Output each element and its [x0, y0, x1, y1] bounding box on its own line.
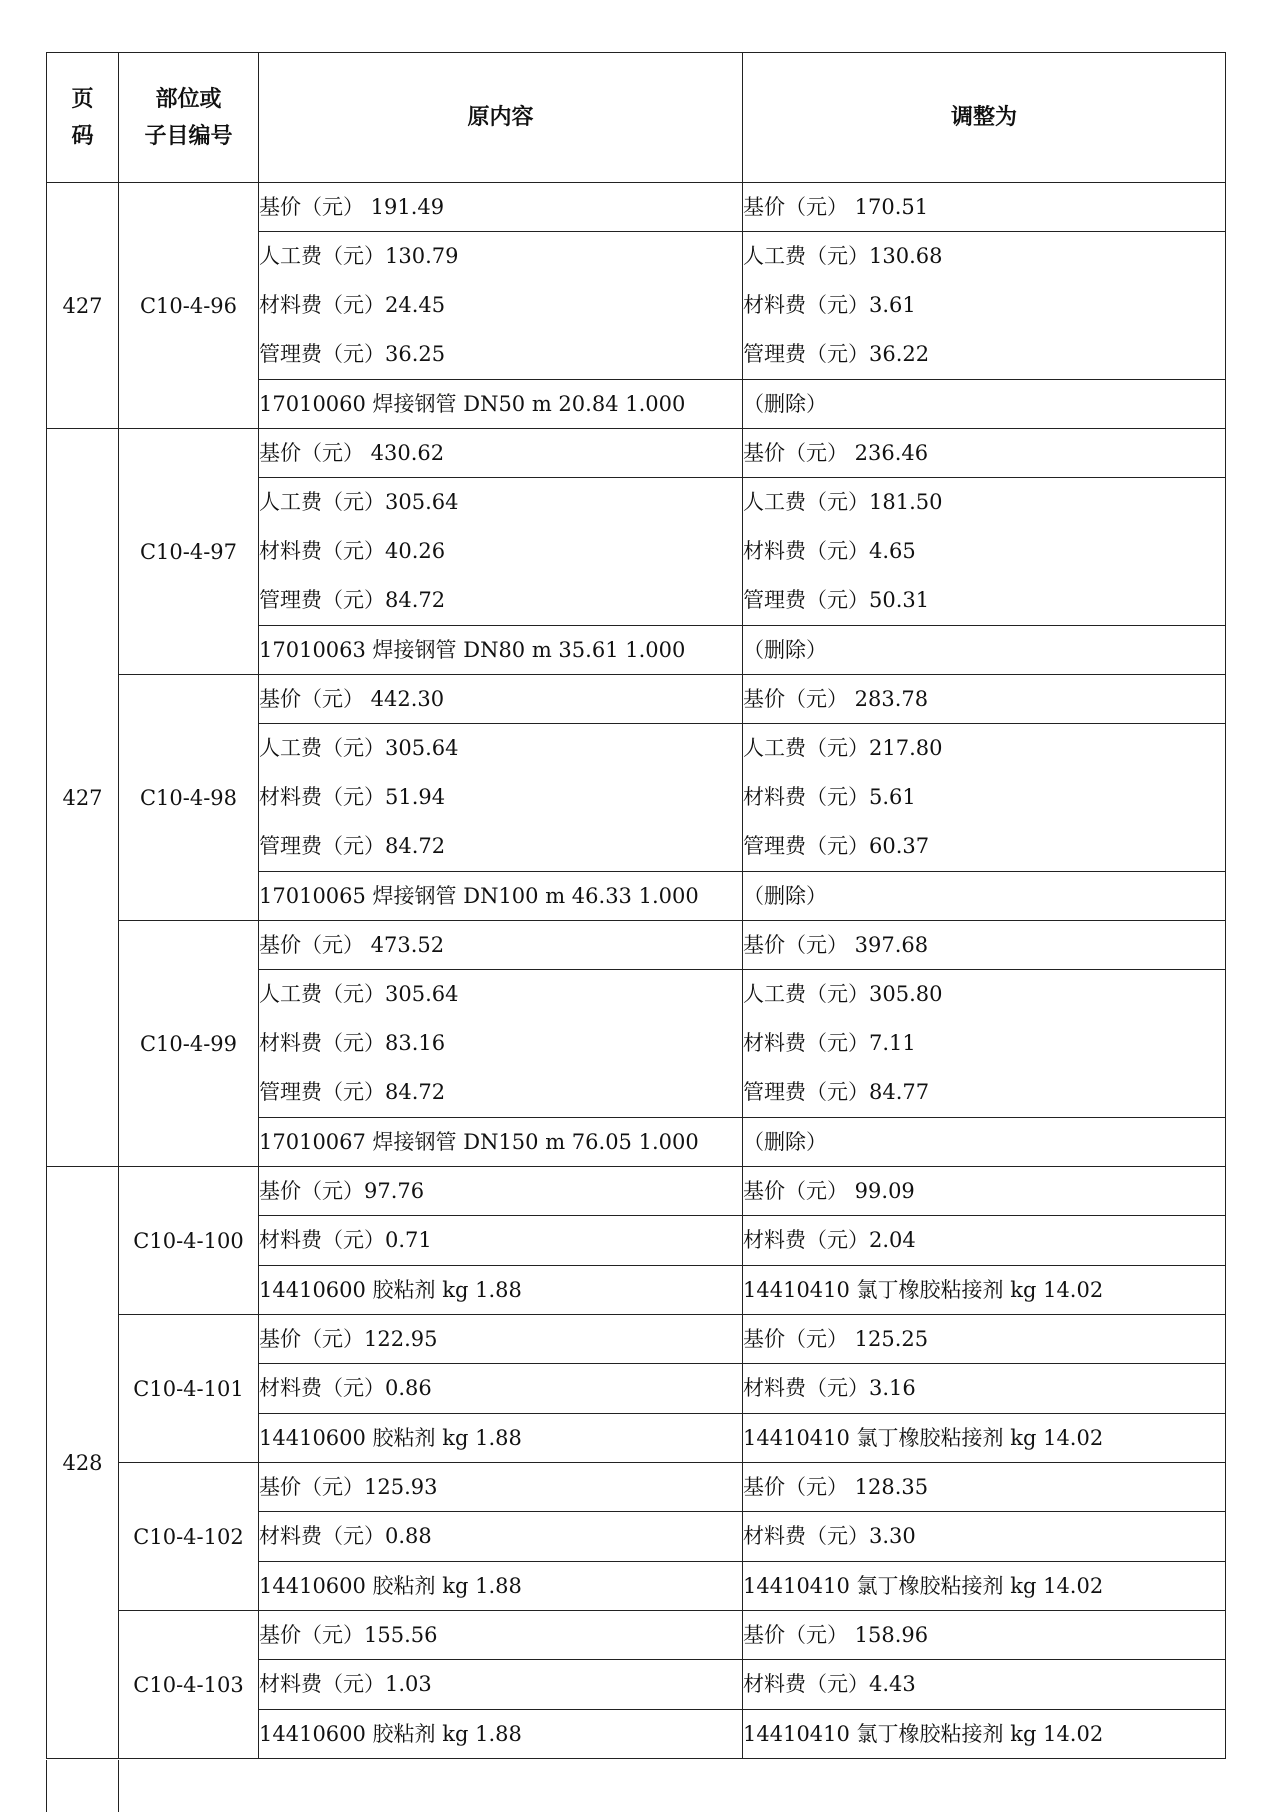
table-row [47, 183, 1226, 232]
original-fee-line: 管理费（元）36.25 [259, 342, 446, 366]
original-fee-breakdown [259, 970, 743, 1118]
adjusted-base-price: 基价（元） 236.46 [743, 429, 1226, 478]
item-code: C10-4-100 [119, 1167, 259, 1315]
original-fee-line: 人工费（元）305.64 [259, 736, 459, 760]
original-fee-line: 管理费（元）84.72 [259, 834, 446, 858]
adjusted-material: 14410410 氯丁橡胶粘接剂 kg 14.02 [743, 1562, 1226, 1611]
original-fee-breakdown [259, 1660, 743, 1710]
item-code: C10-4-101 [119, 1315, 259, 1463]
adjusted-material: （删除） [743, 626, 1226, 675]
adjusted-fee-line: 材料费（元）3.30 [743, 1524, 916, 1548]
adjusted-base-price: 基价（元） 283.78 [743, 675, 1226, 724]
adjusted-material: 14410410 氯丁橡胶粘接剂 kg 14.02 [743, 1710, 1226, 1759]
original-fee-breakdown [259, 232, 743, 380]
original-material: 17010060 焊接钢管 DN50 m 20.84 1.000 [259, 380, 743, 429]
adjusted-material: （删除） [743, 872, 1226, 921]
original-fee-breakdown [259, 1216, 743, 1266]
original-fee-breakdown [259, 724, 743, 872]
adjusted-fee-line: 管理费（元）60.37 [743, 834, 930, 858]
adjusted-base-price: 基价（元） 128.35 [743, 1463, 1226, 1512]
original-material: 14410600 胶粘剂 kg 1.88 [259, 1562, 743, 1611]
table-row [47, 921, 1226, 970]
adjusted-fee-line: 人工费（元）305.80 [743, 982, 943, 1006]
original-material: 14410600 胶粘剂 kg 1.88 [259, 1414, 743, 1463]
header-original: 原内容 [259, 53, 743, 183]
table-row [47, 1315, 1226, 1364]
original-fee-line: 材料费（元）1.03 [259, 1672, 432, 1696]
original-base-price: 基价（元）97.76 [259, 1167, 743, 1216]
original-base-price: 基价（元） 442.30 [259, 675, 743, 724]
adjusted-fee-breakdown [743, 724, 1226, 872]
original-fee-line: 管理费（元）84.72 [259, 1080, 446, 1104]
adjusted-material: 14410410 氯丁橡胶粘接剂 kg 14.02 [743, 1266, 1226, 1315]
original-fee-line: 材料费（元）24.45 [259, 293, 446, 317]
page-number: 427 [47, 429, 119, 1167]
adjusted-fee-line: 材料费（元）2.04 [743, 1228, 916, 1252]
original-material: 17010067 焊接钢管 DN150 m 76.05 1.000 [259, 1118, 743, 1167]
original-material: 14410600 胶粘剂 kg 1.88 [259, 1710, 743, 1759]
adjusted-base-price: 基价（元） 158.96 [743, 1611, 1226, 1660]
original-base-price: 基价（元）122.95 [259, 1315, 743, 1364]
original-fee-breakdown [259, 1512, 743, 1562]
adjusted-fee-line: 材料费（元）7.11 [743, 1031, 916, 1055]
original-fee-line: 人工费（元）305.64 [259, 490, 459, 514]
adjusted-fee-line: 材料费（元）4.65 [743, 539, 916, 563]
header-part: 部位或 子目编号 [119, 53, 259, 183]
original-fee-line: 人工费（元）305.64 [259, 982, 459, 1006]
table-edge-code [118, 1760, 119, 1812]
adjusted-fee-line: 材料费（元）3.16 [743, 1376, 916, 1400]
table-row [47, 1611, 1226, 1660]
adjusted-material: （删除） [743, 380, 1226, 429]
adjusted-fee-line: 人工费（元）217.80 [743, 736, 943, 760]
adjusted-material: （删除） [743, 1118, 1226, 1167]
item-code: C10-4-98 [119, 675, 259, 921]
adjusted-fee-line: 材料费（元）5.61 [743, 785, 916, 809]
original-material: 14410600 胶粘剂 kg 1.88 [259, 1266, 743, 1315]
table-row [47, 675, 1226, 724]
adjusted-fee-breakdown [743, 1660, 1226, 1710]
item-code: C10-4-97 [119, 429, 259, 675]
header-adjusted: 调整为 [743, 53, 1226, 183]
adjusted-fee-line: 管理费（元）84.77 [743, 1080, 930, 1104]
table-body [47, 183, 1226, 1759]
header-page: 页 码 [47, 53, 119, 183]
adjusted-fee-line: 材料费（元）4.43 [743, 1672, 916, 1696]
table-row [47, 429, 1226, 478]
adjusted-material: 14410410 氯丁橡胶粘接剂 kg 14.02 [743, 1414, 1226, 1463]
original-material: 17010063 焊接钢管 DN80 m 35.61 1.000 [259, 626, 743, 675]
adjusted-fee-breakdown [743, 1512, 1226, 1562]
page-number: 428 [47, 1167, 119, 1759]
original-base-price: 基价（元） 430.62 [259, 429, 743, 478]
adjusted-fee-breakdown [743, 478, 1226, 626]
item-code: C10-4-99 [119, 921, 259, 1167]
original-fee-line: 人工费（元）130.79 [259, 244, 459, 268]
adjusted-base-price: 基价（元） 99.09 [743, 1167, 1226, 1216]
table-edge-left [46, 1760, 47, 1812]
original-fee-line: 材料费（元）83.16 [259, 1031, 446, 1055]
original-fee-breakdown [259, 1364, 743, 1414]
adjusted-fee-breakdown [743, 232, 1226, 380]
correction-table [46, 52, 1226, 1759]
header-row [47, 53, 1226, 183]
original-base-price: 基价（元）125.93 [259, 1463, 743, 1512]
original-base-price: 基价（元）155.56 [259, 1611, 743, 1660]
adjusted-fee-line: 管理费（元）50.31 [743, 588, 930, 612]
original-base-price: 基价（元） 191.49 [259, 183, 743, 232]
adjusted-fee-breakdown [743, 1216, 1226, 1266]
item-code: C10-4-102 [119, 1463, 259, 1611]
original-material: 17010065 焊接钢管 DN100 m 46.33 1.000 [259, 872, 743, 921]
original-fee-line: 材料费（元）0.88 [259, 1524, 432, 1548]
original-base-price: 基价（元） 473.52 [259, 921, 743, 970]
original-fee-line: 材料费（元）0.86 [259, 1376, 432, 1400]
original-fee-line: 材料费（元）0.71 [259, 1228, 432, 1252]
adjusted-base-price: 基价（元） 397.68 [743, 921, 1226, 970]
original-fee-line: 材料费（元）40.26 [259, 539, 446, 563]
adjusted-fee-line: 管理费（元）36.22 [743, 342, 930, 366]
table-row [47, 1463, 1226, 1512]
original-fee-line: 材料费（元）51.94 [259, 785, 446, 809]
adjusted-fee-line: 人工费（元）181.50 [743, 490, 943, 514]
adjusted-fee-line: 材料费（元）3.61 [743, 293, 916, 317]
original-fee-breakdown [259, 478, 743, 626]
item-code: C10-4-103 [119, 1611, 259, 1759]
page-number: 427 [47, 183, 119, 429]
adjusted-fee-line: 人工费（元）130.68 [743, 244, 943, 268]
table-row [47, 1167, 1226, 1216]
adjusted-fee-breakdown [743, 1364, 1226, 1414]
original-fee-line: 管理费（元）84.72 [259, 588, 446, 612]
adjusted-base-price: 基价（元） 170.51 [743, 183, 1226, 232]
adjusted-base-price: 基价（元） 125.25 [743, 1315, 1226, 1364]
item-code: C10-4-96 [119, 183, 259, 429]
adjusted-fee-breakdown [743, 970, 1226, 1118]
